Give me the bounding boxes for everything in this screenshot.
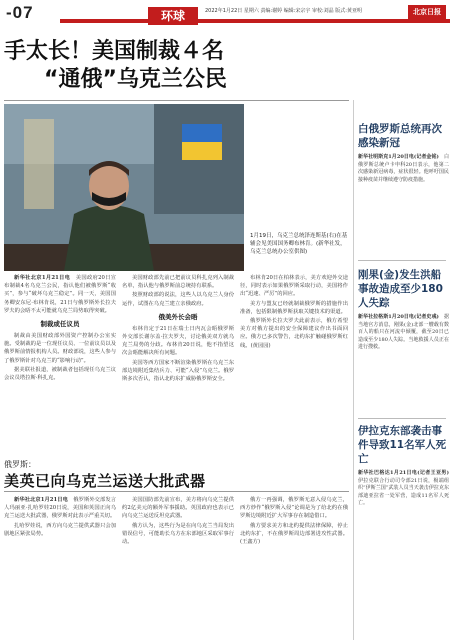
sidebar-text: 新华社拉格斯1月20日电(记者史彧) 据当地官方消息，刚果(金)北部一艘载有数百人的船只在河流中倾覆，截至20日已造成至少180人失踪。当地救援人员正在进行搜救。 bbox=[358, 314, 449, 351]
subhead-sanctions: 制裁或任议员 bbox=[40, 320, 80, 329]
sidebar-item-congo bbox=[358, 268, 449, 352]
news-photo bbox=[4, 104, 244, 271]
issue-meta: 2022年1月22日 星期六 责编:谢婷 编辑:宋宗宇 审校:刘晶 版式:黄亚明 bbox=[205, 8, 362, 14]
dateline: 新华社北京1月21日电 bbox=[14, 275, 71, 281]
second-paragraph: 俄方一再强调，俄罗斯无意入侵乌克兰，西方炒作“俄罗斯入侵”论调是为了给北约在俄罗斯边境附近扩大军事存在制造借口。 bbox=[240, 497, 348, 520]
main-headline-line1: 手太长！美国制裁４名 bbox=[4, 39, 225, 64]
main-paragraph: 按照财政部的说法，这些人以乌克兰人身份运作，试图在乌克兰建立亲俄政府。 bbox=[122, 292, 234, 307]
main-headline bbox=[4, 38, 349, 94]
main-paragraph: 制裁由美国财政部外国资产控制办公室实施。受制裁的是一位现任议员、一位前议员以及俄罗斯前情报机构人员。财政部说，这些人参与了俄罗斯针对乌克兰的“影响行动”。 bbox=[4, 333, 116, 364]
second-dateline: 新华社北京1月21日电 bbox=[14, 497, 68, 503]
subhead-meeting: 俄美外长会晤 bbox=[158, 312, 198, 321]
second-paragraph: 美国国防部先前宣布，美方将向乌克兰提供约2亿美元的额外军事援助。英国政府也表示已向乌克兰运送反坦克武器。 bbox=[122, 497, 234, 520]
second-paragraph: 俄方要求美方和北约提供法律保障，停止北约东扩，不在俄罗斯周边部署进攻性武器。(王鑫方) bbox=[240, 522, 348, 546]
main-headline-line2: “通俄”乌克兰公民 bbox=[44, 67, 227, 92]
second-headline: 美英已向乌克兰运送大批武器 bbox=[4, 472, 206, 490]
photo-caption: 1月19日，乌克兰总统泽连斯基(右)在基辅会见美国国务卿布林肯。(新华社发，乌克兰总统办公室供图) bbox=[250, 233, 348, 255]
main-paragraph: 美国财政部先前已把前议员科扎克列入制裁名单，指认他与俄罗斯前总统持有联系。 bbox=[122, 275, 234, 290]
second-paragraph: 扎哈罗娃说，西方向乌克兰提供武器只会加剧地区紧张局势。 bbox=[4, 522, 116, 537]
sidebar-title: 伊拉克东部袭击事件导致11名军人死亡 bbox=[358, 425, 447, 465]
main-paragraph: 布林肯定于21日在瑞士日内瓦会晤俄罗斯外交部长谢尔盖·拉夫罗夫，讨论俄美双方就乌克兰局势的分歧。布林肯20日说，他不指望这次会晤能解决所有问题。 bbox=[122, 325, 234, 357]
header-rule bbox=[60, 19, 450, 23]
sidebar-divider bbox=[358, 418, 446, 419]
sidebar-item-iraq bbox=[358, 424, 449, 508]
sidebar-item-belarus bbox=[358, 122, 449, 184]
main-paragraph: 美国等西方国家不断渲染俄罗斯在乌克兰东部边境附近集结兵力、可能“入侵”乌克兰。俄罗斯多次否认，指认北约东扩威胁俄罗斯安全。 bbox=[122, 359, 234, 383]
main-paragraph: 俄罗斯外长拉夫罗夫此前表示，俄方希望美方对俄方提出的安全保障建议作出书面回应。俄方已多次警告，北约东扩触碰俄罗斯红线。(黄园园) bbox=[240, 318, 348, 349]
page-number: -07 bbox=[6, 3, 34, 22]
section-tag: 环球 bbox=[148, 7, 198, 25]
sidebar-title: 刚果(金)发生洪船事故造成至少180人失踪 bbox=[358, 269, 443, 309]
photo-illustration bbox=[4, 104, 244, 271]
second-column-2 bbox=[122, 496, 234, 547]
headline-rule bbox=[4, 100, 349, 101]
page-header bbox=[0, 0, 450, 28]
main-column-2 bbox=[122, 274, 234, 384]
main-paragraph: 美方与盟友已经就制裁俄罗斯的措施作出准备，包括限制俄罗斯获取关键技术的渠道。 bbox=[240, 300, 348, 315]
sidebar-text: 新华社巴格达1月21日电(记者王亚男) 伊拉克联合行动司令部21日说，极端组织“伊斯兰国”武装人员当天袭击伊拉克东部迪亚拉省一处军营，造成11名军人死亡。 bbox=[358, 470, 449, 507]
main-column-1 bbox=[4, 274, 116, 383]
main-paragraph: 据美联社报道，被制裁者包括现任乌克兰议会议员塔拉斯·科扎克。 bbox=[4, 366, 116, 382]
main-paragraph: 新华社北京1月21日电 美国政府20日宣布制裁4名乌克兰公民，指认他们被俄罗斯“收买”，参与“破坏乌克兰稳定”。同一天，美国国务卿安东尼·布林肯说，21日与俄罗斯外长拉夫罗夫的会晤不太可能就乌克兰局势取得突破。 bbox=[4, 275, 116, 314]
second-kicker: 俄罗斯： bbox=[4, 460, 36, 469]
sidebar-text: 新华社明斯克1月20日电(记者金铭) 白俄罗斯总统卢卡申科20日表示，他第二次感染新冠病毒，症状很轻。他呼吁国民接种疫苗并继续遵守防疫措施。 bbox=[358, 154, 449, 183]
second-column-1 bbox=[4, 496, 116, 539]
sidebar-title: 白俄罗斯总统再次感染新冠 bbox=[358, 123, 442, 149]
main-paragraph: 布林肯20日在柏林表示，美方欢迎外交途径，同时表示如果俄罗斯采取行动，美国将作出“迅速、严厉”的回应。 bbox=[240, 275, 348, 298]
second-column-3 bbox=[240, 496, 348, 547]
news-sidebar bbox=[353, 100, 450, 640]
second-paragraph: 俄方认为，这些行为是在向乌克兰当局发出错误信号，可能助长乌方在东部地区采取军事行动。 bbox=[122, 522, 234, 546]
main-column-3 bbox=[240, 274, 348, 351]
sidebar-divider bbox=[358, 260, 446, 261]
second-headline-rule bbox=[4, 491, 349, 492]
newspaper-logo: 北京日报 bbox=[408, 5, 446, 19]
second-paragraph: 新华社北京1月21日电 俄罗斯外交部发言人玛丽亚·扎哈罗娃20日说，美国和英国正向乌克兰运送大批武器，俄罗斯对此表示严重关切。 bbox=[4, 497, 116, 520]
